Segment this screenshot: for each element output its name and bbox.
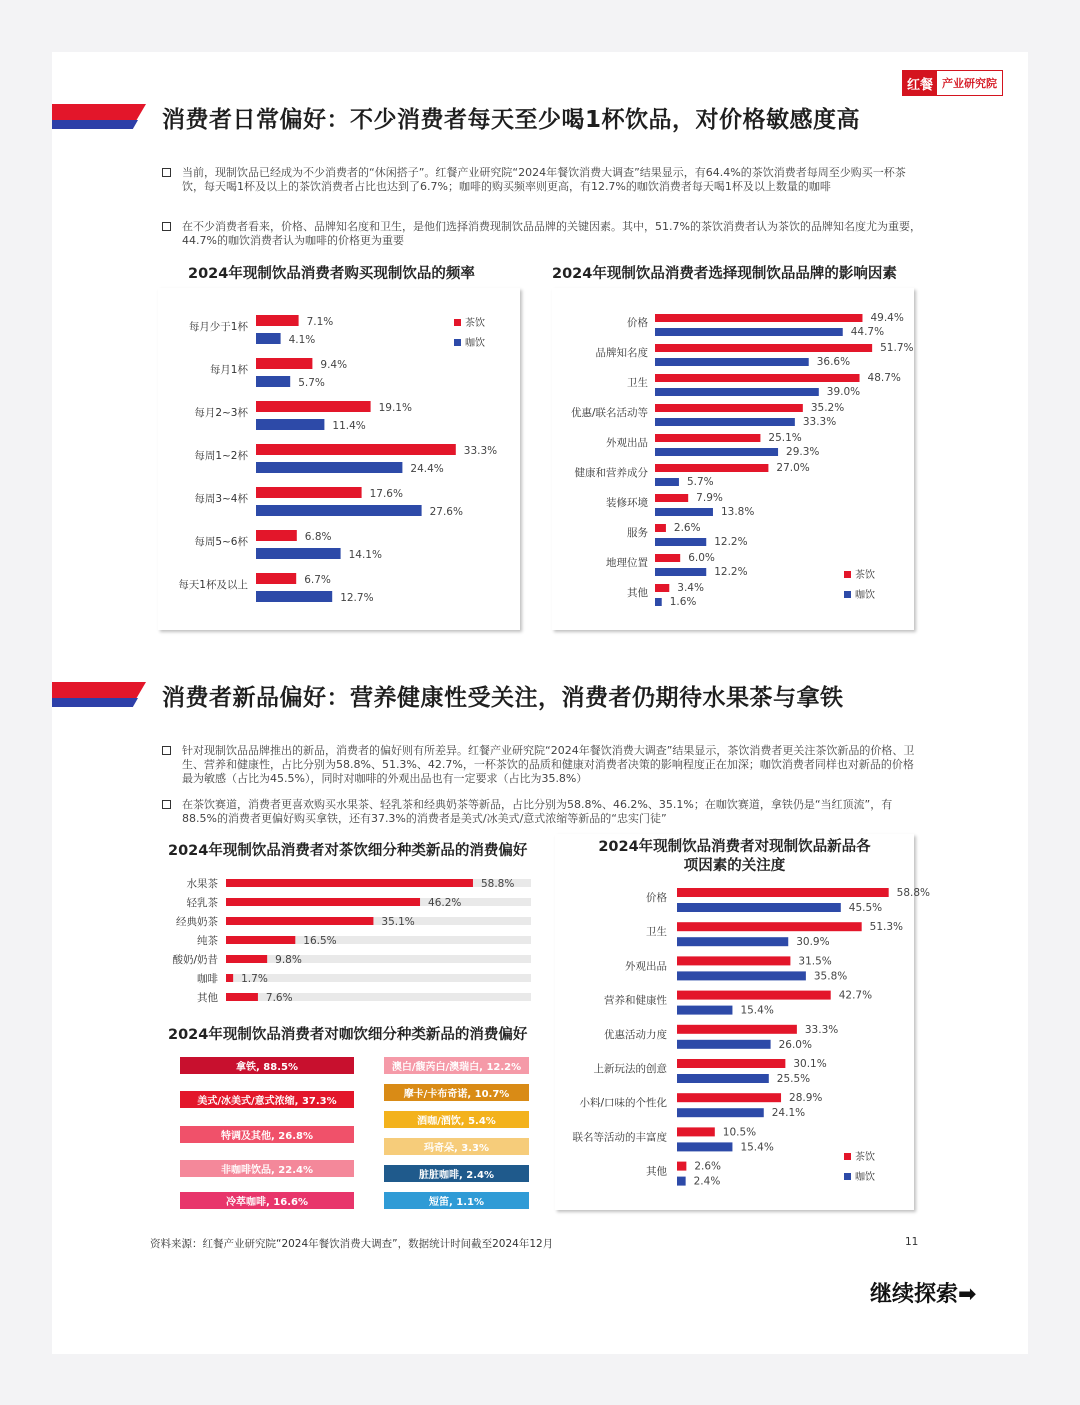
- bar: [677, 1162, 686, 1171]
- bullet-square-icon: [162, 746, 171, 755]
- category-label: 每月2~3杯: [194, 407, 248, 419]
- category-label: 纯茶: [197, 935, 218, 947]
- bar: [256, 376, 290, 387]
- data-label: 9.4%: [320, 359, 348, 371]
- data-label: 6.7%: [304, 574, 331, 586]
- category-label: 服务: [627, 527, 648, 539]
- data-label: 26.0%: [778, 1038, 812, 1051]
- data-label: 2.4%: [693, 1175, 721, 1188]
- bar: [256, 419, 324, 430]
- data-label: 1.6%: [669, 596, 697, 608]
- data-label: 24.1%: [771, 1107, 806, 1120]
- coffee-category-tile: 拿铁, 88.5%: [180, 1057, 354, 1074]
- category-label: 咖啡: [197, 973, 218, 985]
- category-label: 每月少于1杯: [188, 321, 248, 333]
- bar: [677, 937, 788, 946]
- bar: [256, 462, 402, 473]
- section-2-decoration: [52, 682, 146, 708]
- chart-2-panel: [552, 288, 914, 630]
- data-label: 5.7%: [298, 377, 325, 389]
- category-label: 其他: [646, 1165, 667, 1178]
- bar: [655, 344, 872, 352]
- category-label: 经典奶茶: [176, 916, 218, 928]
- bar: [226, 936, 295, 944]
- data-label: 35.1%: [381, 916, 415, 928]
- bullet-text: 在茶饮赛道，消费者更喜欢购买水果茶、轻乳茶和经典奶茶等新品，占比分别为58.8%、46.2%、35.1%；在咖饮赛道，拿铁仍是“当红顶流”，有88.5%的消费者更偏好购买拿铁，还有37.3%的消费者是美式/冰美式/意式浓缩等新品的“忠实门徒”: [182, 798, 893, 825]
- category-label: 卫生: [627, 377, 648, 389]
- bar: [677, 1025, 797, 1034]
- legend-label: 咖饮: [465, 338, 485, 349]
- continue-explore-button[interactable]: 继续探索➡: [870, 1282, 977, 1307]
- bullet-square-icon: [162, 800, 171, 809]
- bar: [677, 991, 831, 1000]
- category-label: 每周5~6杯: [194, 536, 248, 548]
- data-label: 35.8%: [813, 970, 848, 983]
- bar: [655, 328, 843, 336]
- data-label: 19.1%: [378, 402, 412, 414]
- bar: [677, 922, 862, 931]
- coffee-category-tile: 短笛, 1.1%: [384, 1192, 529, 1209]
- data-label: 25.1%: [768, 432, 802, 444]
- new-product-factor-chart: [555, 834, 931, 1210]
- bar: [677, 888, 889, 897]
- coffee-category-tile: 脏脏咖啡, 2.4%: [384, 1165, 529, 1182]
- data-label: 51.3%: [869, 921, 904, 934]
- data-label: 5.7%: [686, 476, 714, 488]
- bar: [256, 315, 299, 326]
- section-1-title: 消费者日常偏好：不少消费者每天至少喝1杯饮品，对价格敏感度高: [162, 107, 861, 133]
- bar: [655, 508, 713, 516]
- bar: [256, 487, 362, 498]
- category-label: 联名等活动的丰富度: [572, 1131, 667, 1144]
- category-label: 地理位置: [606, 557, 648, 569]
- data-label: 16.5%: [303, 935, 337, 947]
- category-label: 优惠活动力度: [604, 1028, 667, 1041]
- bar: [655, 404, 803, 412]
- data-label: 28.9%: [789, 1092, 823, 1105]
- bar: [655, 388, 819, 396]
- bar: [655, 524, 666, 532]
- data-label: 7.1%: [306, 316, 334, 328]
- data-label: 31.5%: [798, 955, 832, 968]
- bullet-text: 当前，现制饮品已经成为不少消费者的“休闲搭子”。红餐产业研究院“2024年餐饮消费大调查”结果显示，有64.4%的茶饮消费者每周至少购买一杯茶饮，每天喝1杯及以上的茶饮消费者占比也达到了6.7%；咖啡的购买频率则更高，有12.7%的咖饮消费者每天喝1杯及以上数量的咖啡: [182, 166, 906, 193]
- chart-2-title: 2024年现制饮品消费者选择现制饮品品牌的影响因素: [552, 266, 897, 282]
- data-label: 2.6%: [694, 1160, 722, 1173]
- data-label: 25.5%: [776, 1073, 811, 1085]
- bar: [655, 464, 768, 472]
- bar: [655, 478, 679, 486]
- data-label: 10.5%: [722, 1126, 757, 1139]
- data-label: 12.2%: [714, 566, 748, 578]
- bar: [256, 530, 297, 541]
- bar: [256, 591, 332, 602]
- bar: [226, 974, 233, 982]
- category-label: 每月1杯: [209, 364, 248, 376]
- bar: [677, 1142, 732, 1151]
- bullet-text: 针对现制饮品品牌推出的新品，消费者的偏好则有所差异。红餐产业研究院“2024年餐饮消费大调查”结果显示，茶饮消费者更关注茶饮新品的价格、卫生、营养和健康性，占比分别为58.8%、51.3%、42.7%，一杯茶饮的品质和健康对消费者决策的影响程度正在加深；咖饮消费者同样也对新品的价格最为敏感（占比为45.5%），同时对咖啡的外观出品也有一定要求（占比为35.8%）: [182, 744, 915, 785]
- bar: [677, 1108, 764, 1117]
- logo-mark: 红餐: [903, 71, 937, 96]
- bar: [677, 1006, 732, 1015]
- data-label: 24.4%: [410, 463, 444, 475]
- bar: [677, 971, 806, 980]
- legend-swatch: [844, 571, 851, 578]
- data-label: 14.1%: [348, 549, 382, 561]
- legend-label: 茶饮: [465, 318, 485, 329]
- category-label: 每天1杯及以上: [178, 579, 248, 591]
- bar: [226, 879, 473, 887]
- brand-logo: [902, 70, 1003, 96]
- legend-swatch: [844, 1173, 851, 1180]
- bar: [677, 956, 790, 965]
- tea-new-product-chart: [160, 868, 540, 1008]
- bar: [256, 444, 456, 455]
- bar: [677, 1074, 769, 1083]
- source-note: 资料来源：红餐产业研究院“2024年餐饮消费大调查”，数据统计时间截至2024年12月: [150, 1238, 554, 1250]
- category-label: 外观出品: [625, 960, 667, 973]
- category-label: 轻乳茶: [186, 897, 218, 909]
- category-label: 酸奶/奶昔: [172, 954, 218, 966]
- section-2-bullet-2: [162, 798, 918, 826]
- data-label: 9.8%: [275, 954, 302, 966]
- data-label: 39.0%: [826, 386, 861, 398]
- bar: [226, 955, 267, 963]
- data-label: 15.4%: [740, 1141, 774, 1154]
- chart-4-title: 2024年现制饮品消费者对咖饮细分种类新品的消费偏好: [168, 1027, 528, 1043]
- bar: [655, 374, 860, 382]
- bar: [256, 548, 341, 559]
- data-label: 7.9%: [696, 492, 723, 504]
- data-label: 49.4%: [870, 312, 904, 324]
- bar: [677, 1040, 771, 1049]
- data-label: 1.7%: [241, 973, 268, 985]
- data-label: 44.7%: [850, 326, 885, 338]
- category-label: 每周1~2杯: [194, 450, 248, 462]
- section-2-title: 消费者新品偏好：营养健康性受关注，消费者仍期待水果茶与拿铁: [162, 685, 844, 711]
- legend-label: 茶饮: [855, 570, 875, 581]
- chart-1-panel: [158, 288, 520, 630]
- bar-track: [226, 974, 531, 982]
- legend-swatch: [844, 1153, 851, 1160]
- bar: [677, 1177, 686, 1186]
- bar-track: [226, 955, 531, 963]
- data-label: 33.3%: [802, 416, 837, 428]
- legend-label: 茶饮: [855, 1152, 875, 1163]
- legend-label: 咖饮: [855, 1172, 875, 1183]
- legend-swatch: [454, 339, 461, 346]
- data-label: 35.2%: [810, 402, 845, 414]
- bar: [677, 1093, 781, 1102]
- category-label: 每周3~4杯: [194, 493, 248, 505]
- data-label: 30.9%: [796, 936, 830, 949]
- coffee-category-tile: 澳白/馥芮白/澳瑞白, 12.2%: [384, 1057, 529, 1074]
- data-label: 13.8%: [720, 506, 755, 518]
- bar: [256, 401, 371, 412]
- chart-5-title: 2024年现制饮品消费者对现制饮品新品各项因素的关注度: [598, 839, 871, 874]
- bar: [655, 568, 706, 576]
- bar: [256, 573, 296, 584]
- bar: [677, 1127, 715, 1136]
- data-label: 29.3%: [786, 446, 820, 458]
- category-label: 小料/口味的个性化: [579, 1097, 667, 1110]
- bar: [655, 494, 688, 502]
- category-label: 装修环境: [606, 497, 648, 509]
- legend-swatch: [454, 319, 461, 326]
- chart-3-title: 2024年现制饮品消费者对茶饮细分种类新品的消费偏好: [168, 843, 528, 859]
- data-label: 58.8%: [896, 887, 931, 899]
- data-label: 15.4%: [740, 1004, 774, 1017]
- category-label: 营养和健康性: [604, 994, 667, 1007]
- category-label: 价格: [646, 892, 667, 904]
- data-label: 4.1%: [288, 334, 316, 346]
- category-label: 价格: [627, 317, 648, 329]
- data-label: 11.4%: [332, 420, 366, 432]
- category-label: 其他: [197, 992, 218, 1004]
- page-number: 11: [905, 1236, 919, 1248]
- section-1-bullet-1: [162, 166, 922, 194]
- bar: [256, 333, 281, 344]
- data-label: 42.7%: [838, 989, 873, 1002]
- data-label: 27.0%: [776, 462, 810, 474]
- data-label: 36.6%: [816, 356, 851, 368]
- category-label: 优惠/联名活动等: [570, 407, 648, 419]
- data-label: 33.3%: [804, 1023, 839, 1036]
- section-1-decoration: [52, 104, 146, 130]
- frequency-chart: [158, 288, 520, 630]
- data-label: 33.3%: [463, 445, 498, 457]
- data-label: 2.6%: [673, 522, 701, 534]
- brand-factor-chart: [552, 288, 914, 630]
- data-label: 45.5%: [848, 902, 883, 914]
- chart-1-title: 2024年现制饮品消费者购买现制饮品的频率: [188, 266, 475, 282]
- section-2-bullet-1: [162, 744, 918, 786]
- data-label: 27.6%: [429, 506, 463, 518]
- data-label: 51.7%: [880, 342, 914, 354]
- category-label: 水果茶: [186, 878, 218, 890]
- data-label: 6.8%: [304, 531, 332, 543]
- coffee-category-tile: 非咖啡饮品, 22.4%: [180, 1160, 354, 1177]
- bar: [655, 538, 706, 546]
- data-label: 6.0%: [688, 552, 715, 564]
- coffee-category-tile: 摩卡/卡布奇诺, 10.7%: [384, 1084, 529, 1101]
- logo-text: 产业研究院: [942, 77, 998, 90]
- bar: [655, 598, 662, 606]
- data-label: 48.7%: [867, 372, 901, 384]
- bar: [677, 903, 841, 912]
- data-label: 12.7%: [340, 592, 374, 604]
- data-label: 58.8%: [480, 878, 515, 890]
- category-label: 品牌知名度: [595, 347, 648, 359]
- bullet-square-icon: [162, 168, 171, 177]
- bar: [655, 448, 778, 456]
- bar: [655, 418, 795, 426]
- data-label: 30.1%: [793, 1058, 827, 1070]
- data-label: 17.6%: [369, 488, 403, 500]
- bar: [226, 993, 258, 1001]
- bullet-text: 在不少消费者看来，价格、品牌知名度和卫生，是他们选择消费现制饮品品牌的关键因素。其中，51.7%的茶饮消费者认为茶饮的品牌知名度尤为重要，44.7%的咖饮消费者认为咖啡的价格更为重要: [182, 220, 921, 247]
- category-label: 其他: [627, 587, 648, 599]
- category-label: 上新玩法的创意: [593, 1063, 667, 1075]
- chart-5-panel: [555, 834, 931, 1210]
- coffee-category-tile: 特调及其他, 26.8%: [180, 1126, 354, 1143]
- bar: [655, 314, 862, 322]
- bar: [655, 554, 680, 562]
- data-label: 12.2%: [714, 536, 748, 548]
- section-1-bullet-2: [162, 220, 922, 248]
- bar: [655, 584, 669, 592]
- legend-swatch: [844, 591, 851, 598]
- data-label: 46.2%: [428, 897, 462, 909]
- coffee-category-tile: 玛奇朵, 3.3%: [384, 1138, 529, 1155]
- bar: [655, 358, 809, 366]
- bar: [655, 434, 760, 442]
- category-label: 卫生: [646, 926, 667, 939]
- bar: [226, 898, 420, 906]
- bar: [256, 505, 422, 516]
- data-label: 7.6%: [265, 992, 293, 1004]
- coffee-category-tile: 冷萃咖啡, 16.6%: [180, 1192, 354, 1209]
- category-label: 健康和营养成分: [574, 467, 648, 479]
- coffee-category-tile: 酒咖/酒饮, 5.4%: [384, 1111, 529, 1128]
- category-label: 外观出品: [606, 437, 648, 449]
- bar: [677, 1059, 785, 1068]
- bar: [256, 358, 312, 369]
- bar: [226, 917, 373, 925]
- data-label: 3.4%: [677, 582, 704, 594]
- legend-label: 咖饮: [855, 590, 875, 601]
- bullet-square-icon: [162, 222, 171, 231]
- coffee-category-tile: 美式/冰美式/意式浓缩, 37.3%: [180, 1091, 354, 1108]
